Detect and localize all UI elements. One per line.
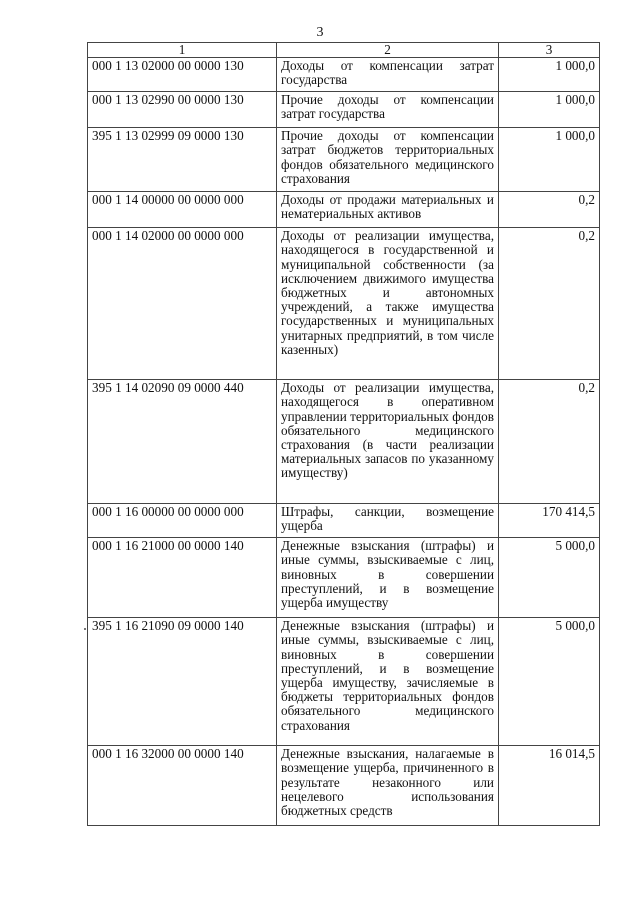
table-row xyxy=(88,228,600,380)
row-amount: 0,2 xyxy=(499,192,600,228)
row-amount: 1 000,0 xyxy=(499,58,600,92)
row-name: Прочие доходы от компенсации затрат бюджетов территориальных фондов обязательного медицинского страхования xyxy=(277,128,499,192)
table-row xyxy=(88,746,600,826)
table-row xyxy=(88,504,600,538)
table-header-row xyxy=(88,43,600,58)
table-row xyxy=(88,380,600,504)
revenue-table xyxy=(87,42,600,826)
row-code: 000 1 14 02000 00 0000 000 xyxy=(88,228,277,380)
row-name: Денежные взыскания, налагаемые в возмещение ущерба, причиненного в результате незаконного или нецелевого использования бюджетных средств xyxy=(277,746,499,826)
row-amount: 1 000,0 xyxy=(499,92,600,128)
row-name: Денежные взыскания (штрафы) и иные суммы, взыскиваемые с лиц, виновных в совершении преступлений, и в возмещение ущерба имуществу xyxy=(277,538,499,618)
row-amount: 16 014,5 xyxy=(499,746,600,826)
row-amount: 170 414,5 xyxy=(499,504,600,538)
table-row xyxy=(88,192,600,228)
row-name: Доходы от компенсации затрат государства xyxy=(277,58,499,92)
row-name: Денежные взыскания (штрафы) и иные суммы, взыскиваемые с лиц, виновных в совершении преступлений, и в возмещение ущерба имуществу, зачисляемые в бюджеты территориальных фондов обязательного медицинского страхования xyxy=(277,618,499,746)
row-code: 000 1 13 02000 00 0000 130 xyxy=(88,58,277,92)
column-header-name: 2 xyxy=(277,43,499,58)
column-header-code: 1 xyxy=(88,43,277,58)
table-row xyxy=(88,58,600,92)
row-amount: 0,2 xyxy=(499,380,600,504)
row-code: 000 1 13 02990 00 0000 130 xyxy=(88,92,277,128)
row-name: Доходы от реализации имущества, находящегося в государственной и муниципальной собственности (за исключением движимого имущества бюджетных и автономных учреждений, а также имущества государственных и муниципальных унитарных предприятий, в том числе казенных) xyxy=(277,228,499,380)
row-name: Доходы от реализации имущества, находящегося в оперативном управлении территориальных фондов обязательного медицинского страхования (в части реализации материальных запасов по указанному имуществу) xyxy=(277,380,499,504)
scan-speck xyxy=(84,628,86,630)
row-amount: 5 000,0 xyxy=(499,618,600,746)
row-amount: 0,2 xyxy=(499,228,600,380)
row-code: 395 1 13 02999 09 0000 130 xyxy=(88,128,277,192)
row-code: 000 1 16 32000 00 0000 140 xyxy=(88,746,277,826)
table-row xyxy=(88,618,600,746)
table-row xyxy=(88,538,600,618)
table-row xyxy=(88,92,600,128)
row-code: 395 1 14 02090 09 0000 440 xyxy=(88,380,277,504)
row-name: Доходы от продажи материальных и нематериальных активов xyxy=(277,192,499,228)
row-amount: 1 000,0 xyxy=(499,128,600,192)
page-number: 3 xyxy=(316,25,324,40)
row-code: 000 1 14 00000 00 0000 000 xyxy=(88,192,277,228)
row-name: Штрафы, санкции, возмещение ущерба xyxy=(277,504,499,538)
table-row xyxy=(88,128,600,192)
column-header-amount: 3 xyxy=(499,43,600,58)
row-code: 000 1 16 21000 00 0000 140 xyxy=(88,538,277,618)
row-code: 395 1 16 21090 09 0000 140 xyxy=(88,618,277,746)
row-name: Прочие доходы от компенсации затрат государства xyxy=(277,92,499,128)
row-code: 000 1 16 00000 00 0000 000 xyxy=(88,504,277,538)
row-amount: 5 000,0 xyxy=(499,538,600,618)
